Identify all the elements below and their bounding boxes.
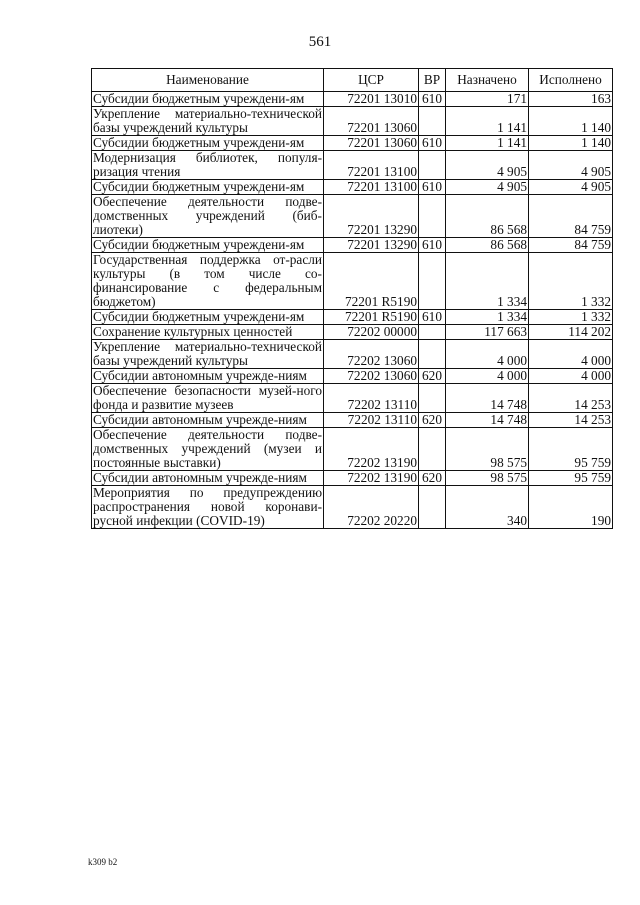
row-csr: 72202 00000 bbox=[324, 325, 419, 340]
row-name: Субсидии бюджетным учреждени-ям bbox=[92, 136, 324, 151]
table-row bbox=[92, 325, 613, 340]
row-name: Субсидии автономным учрежде-ниям bbox=[92, 471, 324, 486]
row-vr bbox=[419, 384, 446, 413]
row-vr: 610 bbox=[419, 238, 446, 253]
table-row bbox=[92, 92, 613, 107]
page-number: 561 bbox=[308, 34, 332, 50]
row-name: Мероприятия по предупреждению распространения новой коронави-русной инфекции (COVID-19) bbox=[93, 485, 322, 528]
row-name: Сохранение культурных ценностей bbox=[92, 325, 324, 340]
table-row bbox=[92, 369, 613, 384]
row-vr: 620 bbox=[419, 369, 446, 384]
row-csr: 72201 13060 bbox=[324, 107, 419, 136]
table-header-row bbox=[92, 69, 613, 92]
table-row bbox=[92, 340, 613, 369]
row-name: Модернизация библиотек, популя-ризация чтения bbox=[93, 150, 322, 179]
row-executed: 163 bbox=[529, 92, 613, 107]
header-csr: ЦСР bbox=[324, 69, 419, 92]
row-assigned: 1 334 bbox=[446, 253, 529, 310]
row-name: Субсидии бюджетным учреждени-ям bbox=[92, 310, 324, 325]
row-executed: 4 000 bbox=[529, 369, 613, 384]
row-assigned: 4 000 bbox=[446, 369, 529, 384]
header-executed: Исполнено bbox=[529, 69, 613, 92]
row-name: Укрепление материально-технической базы учреждений культуры bbox=[93, 106, 322, 135]
row-csr: 72201 13100 bbox=[324, 151, 419, 180]
row-executed: 1 140 bbox=[529, 136, 613, 151]
row-assigned: 1 334 bbox=[446, 310, 529, 325]
row-csr: 72201 13060 bbox=[324, 136, 419, 151]
table-row bbox=[92, 136, 613, 151]
row-vr: 610 bbox=[419, 136, 446, 151]
table-row bbox=[92, 195, 613, 238]
row-name: Субсидии автономным учрежде-ниям bbox=[92, 413, 324, 428]
row-executed: 84 759 bbox=[529, 238, 613, 253]
header-vr: ВР bbox=[419, 69, 446, 92]
table-row bbox=[92, 238, 613, 253]
row-assigned: 4 000 bbox=[446, 340, 529, 369]
row-executed: 14 253 bbox=[529, 384, 613, 413]
row-vr: 610 bbox=[419, 92, 446, 107]
row-csr: 72202 13060 bbox=[324, 340, 419, 369]
row-vr: 610 bbox=[419, 180, 446, 195]
row-executed: 84 759 bbox=[529, 195, 613, 238]
row-name: Обеспечение деятельности подве-домственных учреждений (биб-лиотеки) bbox=[93, 194, 322, 237]
row-name: Обеспечение безопасности музей-ного фонда и развитие музеев bbox=[93, 383, 322, 412]
row-executed: 1 140 bbox=[529, 107, 613, 136]
table-row bbox=[92, 151, 613, 180]
row-executed: 114 202 bbox=[529, 325, 613, 340]
row-executed: 1 332 bbox=[529, 310, 613, 325]
row-executed: 4 905 bbox=[529, 180, 613, 195]
row-name: Субсидии бюджетным учреждени-ям bbox=[92, 92, 324, 107]
row-vr bbox=[419, 195, 446, 238]
table-row bbox=[92, 107, 613, 136]
row-vr bbox=[419, 486, 446, 529]
row-vr: 620 bbox=[419, 471, 446, 486]
row-assigned: 340 bbox=[446, 486, 529, 529]
row-assigned: 1 141 bbox=[446, 136, 529, 151]
row-csr: 72201 13100 bbox=[324, 180, 419, 195]
row-csr: 72201 13290 bbox=[324, 238, 419, 253]
table-row bbox=[92, 310, 613, 325]
row-assigned: 98 575 bbox=[446, 428, 529, 471]
row-executed: 4 000 bbox=[529, 340, 613, 369]
row-csr: 72202 13060 bbox=[324, 369, 419, 384]
row-executed: 95 759 bbox=[529, 428, 613, 471]
row-executed: 95 759 bbox=[529, 471, 613, 486]
row-executed: 190 bbox=[529, 486, 613, 529]
row-name: Субсидии автономным учрежде-ниям bbox=[92, 369, 324, 384]
footer-code: k309 b2 bbox=[88, 857, 118, 867]
budget-table bbox=[91, 68, 613, 529]
row-csr: 72201 13290 bbox=[324, 195, 419, 238]
row-executed: 4 905 bbox=[529, 151, 613, 180]
row-vr bbox=[419, 340, 446, 369]
row-assigned: 117 663 bbox=[446, 325, 529, 340]
row-assigned: 98 575 bbox=[446, 471, 529, 486]
table-row bbox=[92, 180, 613, 195]
row-assigned: 171 bbox=[446, 92, 529, 107]
row-csr: 72202 20220 bbox=[324, 486, 419, 529]
row-csr: 72202 13190 bbox=[324, 428, 419, 471]
table-row bbox=[92, 471, 613, 486]
row-name: Обеспечение деятельности подве-домственных учреждений (музеи и постоянные выставки) bbox=[93, 427, 322, 470]
table-row bbox=[92, 413, 613, 428]
row-assigned: 86 568 bbox=[446, 238, 529, 253]
row-assigned: 4 905 bbox=[446, 180, 529, 195]
row-vr bbox=[419, 107, 446, 136]
row-executed: 14 253 bbox=[529, 413, 613, 428]
header-assigned: Назначено bbox=[446, 69, 529, 92]
row-assigned: 86 568 bbox=[446, 195, 529, 238]
row-assigned: 14 748 bbox=[446, 413, 529, 428]
row-vr bbox=[419, 428, 446, 471]
row-vr: 610 bbox=[419, 310, 446, 325]
row-csr: 72202 13190 bbox=[324, 471, 419, 486]
table-body bbox=[92, 92, 613, 529]
row-assigned: 1 141 bbox=[446, 107, 529, 136]
row-assigned: 14 748 bbox=[446, 384, 529, 413]
header-name: Наименование bbox=[92, 69, 324, 92]
row-vr bbox=[419, 253, 446, 310]
table-row bbox=[92, 428, 613, 471]
row-csr: 72202 13110 bbox=[324, 413, 419, 428]
row-vr bbox=[419, 325, 446, 340]
row-csr: 72201 13010 bbox=[324, 92, 419, 107]
row-vr bbox=[419, 151, 446, 180]
row-vr: 620 bbox=[419, 413, 446, 428]
row-name: Государственная поддержка от-расли культуры (в том числе со-финансирование с федеральным бюджетом) bbox=[93, 252, 322, 309]
row-name: Субсидии бюджетным учреждени-ям bbox=[92, 180, 324, 195]
row-assigned: 4 905 bbox=[446, 151, 529, 180]
row-csr: 72201 R5190 bbox=[324, 253, 419, 310]
table-row bbox=[92, 253, 613, 310]
table-row bbox=[92, 384, 613, 413]
row-name: Укрепление материально-технической базы учреждений культуры bbox=[93, 339, 322, 368]
row-csr: 72201 R5190 bbox=[324, 310, 419, 325]
table-row bbox=[92, 486, 613, 529]
row-executed: 1 332 bbox=[529, 253, 613, 310]
row-name: Субсидии бюджетным учреждени-ям bbox=[92, 238, 324, 253]
row-csr: 72202 13110 bbox=[324, 384, 419, 413]
